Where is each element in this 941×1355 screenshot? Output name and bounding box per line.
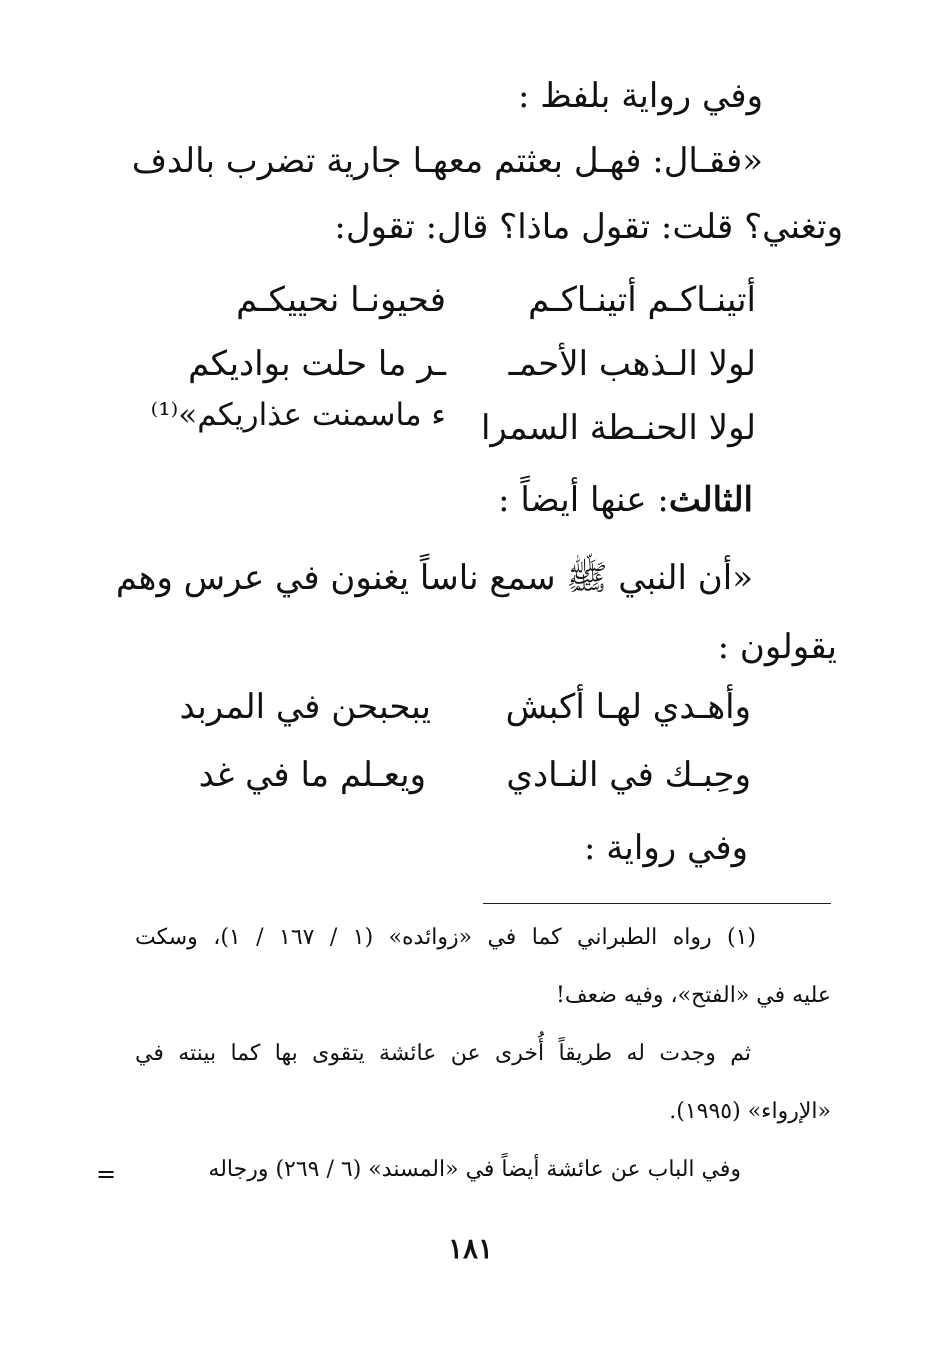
- page-number: ١٨١: [447, 1232, 494, 1265]
- section-heading-third: [498, 480, 753, 521]
- footnote-separator: [483, 903, 831, 904]
- third-label: الثالث: [668, 480, 753, 520]
- poem-2-hemistich-left: ويعـلم ما في غد: [198, 755, 426, 795]
- poem-2-hemistich-left: يبحبحن في المربد: [179, 687, 431, 727]
- footnote-2-line-1: ثم وجدت له طريقاً أُخرى عن عائشة يتقوى بها كما بينته في: [135, 1041, 751, 1066]
- intro-line: وفي رواية بلفظ :: [517, 76, 763, 116]
- quote-2-line-1: «أن النبي ﷺ سمع ناساً يغنون في عرس وهم: [115, 558, 753, 598]
- poem-2-hemistich-right: وأهـدي لهـا أكبش: [505, 687, 751, 727]
- poem-1-hemistich-right: لولا الـذهب الأحمـ: [508, 344, 756, 384]
- quote-line-2: وتغني؟ قلت: تقول ماذا؟ قال: تقول:: [334, 207, 843, 247]
- poem-1-hemistich-left: ء ماسمنت عذاريكم»⁽¹⁾: [150, 397, 446, 433]
- poem-2-hemistich-right: وحِبـك في النـادي: [506, 755, 751, 795]
- footnote-3-line-1: وفي الباب عن عائشة أيضاً في «المسند» (٦ / ٢٦٩) ورجاله: [208, 1157, 741, 1182]
- third-rest: : عنها أيضاً :: [498, 480, 669, 520]
- quote-line-1: «فقـال: فهـل بعثتم معهـا جارية تضرب بالدف: [131, 141, 763, 181]
- poem-1-hemistich-left: ـر ما حلت بواديكم: [188, 344, 446, 384]
- footnote-1-line-1: (١) رواه الطبراني كما في «زوائده» (١ / ١٦٧ / ١)، وسكت: [135, 925, 756, 950]
- poem-1-hemistich-right: لولا الحنـطة السمرا: [480, 408, 756, 448]
- outro-line: وفي رواية :: [583, 828, 748, 868]
- footnote-2-line-2: «الإرواء» (١٩٩٥).: [669, 1099, 831, 1124]
- poem-1-hemistich-left: فحيونـا نحييكـم: [236, 280, 446, 320]
- poem-1-hemistich-right: أتينـاكـم أتينـاكـم: [528, 280, 756, 320]
- quote-2-line-2: يقولون :: [717, 627, 837, 667]
- continuation-mark: =: [96, 1160, 117, 1188]
- footnote-1-line-2: عليه في «الفتح»، وفيه ضعف!: [556, 983, 831, 1008]
